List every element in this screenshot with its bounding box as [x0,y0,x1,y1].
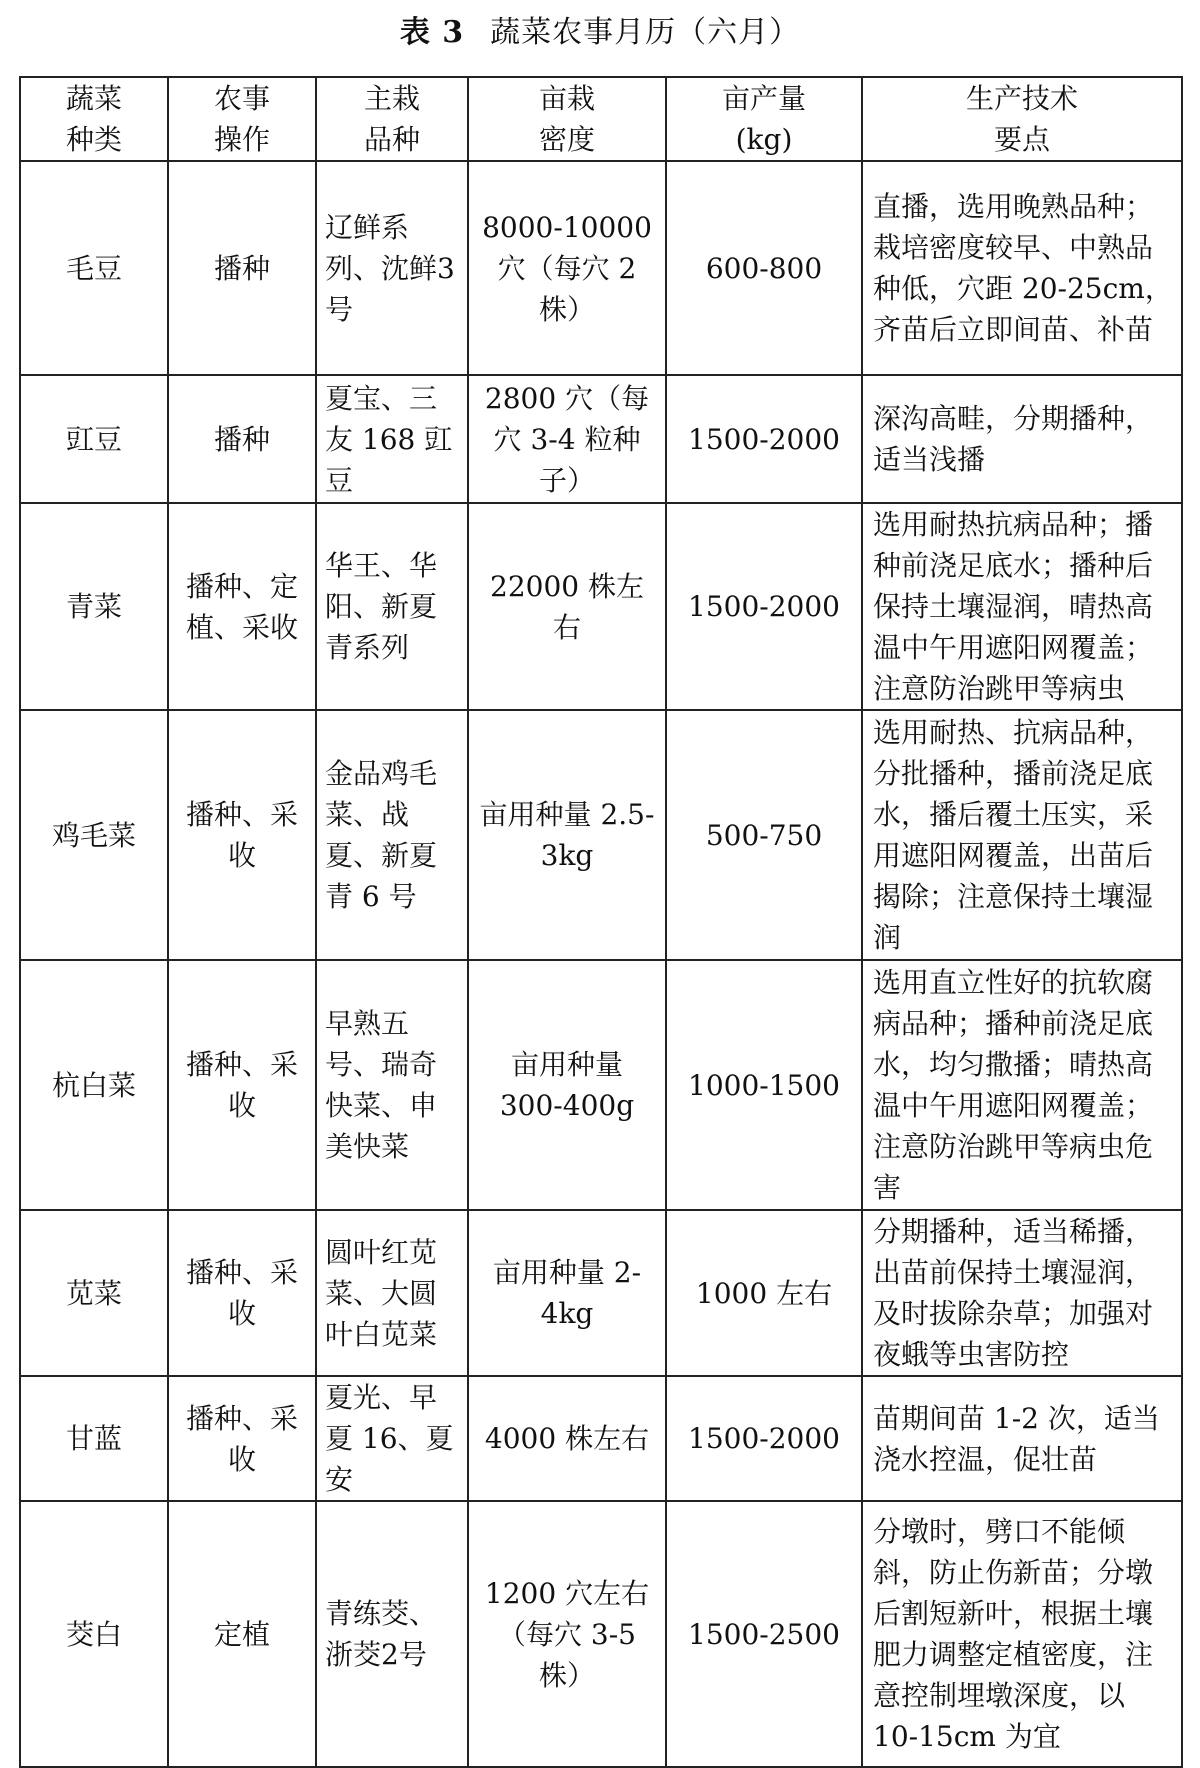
tech-cell: 分期播种，适当稀播，出苗前保持土壤湿润，及时拔除杂草；加强对夜蛾等虫害防控 [862,1210,1182,1376]
yield-cell: 1500-2500 [666,1501,862,1767]
crop-cell: 茭白 [20,1501,168,1767]
density-cell: 8000-10000 穴（每穴 2 株） [468,161,666,375]
variety-cell: 早熟五号、瑞奇快菜、申美快菜 [316,960,468,1210]
operation-cell: 播种、定植、采收 [168,503,316,710]
tech-cell: 选用直立性好的抗软腐病品种；播种前浇足底水，均匀撒播；晴热高温中午用遮阳网覆盖；注意防治跳甲等病虫危害 [862,960,1182,1210]
crop-cell: 豇豆 [20,375,168,503]
yield-cell: 1500-2000 [666,1376,862,1501]
tech-cell: 苗期间苗 1-2 次，适当浇水控温，促壮苗 [862,1376,1182,1501]
density-cell: 4000 株左右 [468,1376,666,1501]
crop-cell: 青菜 [20,503,168,710]
table-row [20,161,1182,375]
density-cell: 亩用种量 2-4kg [468,1210,666,1376]
table-title [0,12,1200,54]
yield-cell: 1000 左右 [666,1210,862,1376]
variety-cell: 华王、华阳、新夏青系列 [316,503,468,710]
operation-cell: 播种 [168,375,316,503]
crop-cell: 毛豆 [20,161,168,375]
density-cell: 1200 穴左右（每穴 3-5 株） [468,1501,666,1767]
density-cell: 2800 穴（每穴 3-4 粒种子） [468,375,666,503]
density-cell: 22000 株左右 [468,503,666,710]
farming-calendar-table [19,76,1183,1768]
tech-cell: 选用耐热抗病品种；播种前浇足底水；播种后保持土壤湿润，晴热高温中午用遮阳网覆盖；注意防治跳甲等病虫 [862,503,1182,710]
header-row [20,77,1182,161]
table-number: 表 3 [399,15,465,50]
yield-cell: 500-750 [666,710,862,960]
table-row [20,1210,1182,1376]
operation-cell: 播种、采收 [168,1210,316,1376]
variety-cell: 辽鲜系列、沈鲜3号 [316,161,468,375]
header-density: 亩栽 密度 [468,77,666,161]
operation-cell: 定植 [168,1501,316,1767]
density-cell: 亩用种量 300-400g [468,960,666,1210]
table-row [20,710,1182,960]
operation-cell: 播种、采收 [168,710,316,960]
table-caption: 蔬菜农事月历（六月） [490,15,801,50]
variety-cell: 青练茭、浙茭2号 [316,1501,468,1767]
crop-cell: 杭白菜 [20,960,168,1210]
tech-cell: 直播，选用晚熟品种；栽培密度较早、中熟品种低，穴距 20-25cm，齐苗后立即间苗、补苗 [862,161,1182,375]
tech-cell: 深沟高畦，分期播种，适当浅播 [862,375,1182,503]
table-row [20,503,1182,710]
table-row [20,1501,1182,1767]
operation-cell: 播种、采收 [168,960,316,1210]
crop-cell: 鸡毛菜 [20,710,168,960]
crop-cell: 苋菜 [20,1210,168,1376]
density-cell: 亩用种量 2.5-3kg [468,710,666,960]
header-crop: 蔬菜 种类 [20,77,168,161]
operation-cell: 播种、采收 [168,1376,316,1501]
table-row [20,375,1182,503]
tech-cell: 选用耐热、抗病品种，分批播种，播前浇足底水，播后覆土压实，采用遮阳网覆盖，出苗后揭除；注意保持土壤湿润 [862,710,1182,960]
operation-cell: 播种 [168,161,316,375]
header-operation: 农事 操作 [168,77,316,161]
crop-cell: 甘蓝 [20,1376,168,1501]
table-row [20,960,1182,1210]
variety-cell: 圆叶红苋菜、大圆叶白苋菜 [316,1210,468,1376]
yield-cell: 600-800 [666,161,862,375]
variety-cell: 金品鸡毛菜、战夏、新夏青 6 号 [316,710,468,960]
tech-cell: 分墩时，劈口不能倾斜，防止伤新苗；分墩后割短新叶，根据土壤肥力调整定植密度，注意控制埋墩深度，以 10-15cm 为宜 [862,1501,1182,1767]
yield-cell: 1500-2000 [666,375,862,503]
yield-cell: 1500-2000 [666,503,862,710]
table-row [20,1376,1182,1501]
header-tech: 生产技术 要点 [862,77,1182,161]
variety-cell: 夏宝、三友 168 豇豆 [316,375,468,503]
header-variety: 主栽 品种 [316,77,468,161]
header-yield: 亩产量 (kg) [666,77,862,161]
variety-cell: 夏光、早夏 16、夏安 [316,1376,468,1501]
yield-cell: 1000-1500 [666,960,862,1210]
